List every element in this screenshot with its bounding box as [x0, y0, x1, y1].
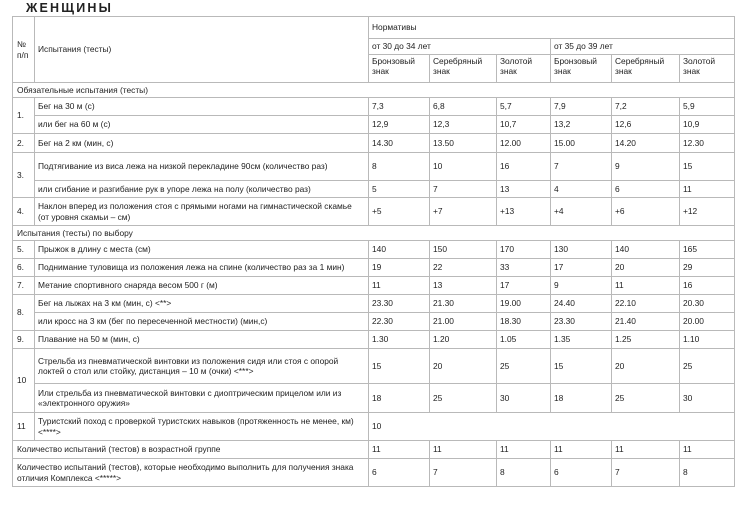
cell-value: 11 — [680, 441, 735, 459]
section-mandatory: Обязательные испытания (тесты) — [13, 83, 735, 98]
row-test-name: Количество испытаний (тестов), которые необходимо выполнить для получения знака отличия Комплекса <*****> — [13, 459, 369, 487]
cell-value: 130 — [551, 241, 612, 259]
cell-value: 15 — [680, 153, 735, 181]
row-test-name: Бег на 2 км (мин, с) — [35, 134, 369, 153]
cell-value: 6 — [551, 459, 612, 487]
section-row — [13, 83, 735, 98]
cell-value: 15 — [369, 349, 430, 384]
cell-value: 1.35 — [551, 331, 612, 349]
table-row — [13, 277, 735, 295]
row-test-name: Наклон вперед из положения стоя с прямыми ногами на гимнастической скамье (от уровня скамьи – см) — [35, 198, 369, 226]
cell-value: +6 — [612, 198, 680, 226]
table-row — [13, 153, 735, 181]
cell-value: 10 — [430, 153, 497, 181]
cell-value: 14.30 — [369, 134, 430, 153]
section-row — [13, 226, 735, 241]
norms-table — [12, 16, 735, 487]
row-test-name: или кросс на 3 км (бег по пересеченной местности) (мин,с) — [35, 313, 369, 331]
cell-value: +13 — [497, 198, 551, 226]
cell-value: 1.05 — [497, 331, 551, 349]
cell-value: 1.10 — [680, 331, 735, 349]
cell-value: 7 — [430, 459, 497, 487]
cell-value: 7,9 — [551, 98, 612, 116]
cell-value: 25 — [612, 384, 680, 413]
cell-value: 18 — [369, 384, 430, 413]
cell-value: 25 — [680, 349, 735, 384]
cell-value: 17 — [497, 277, 551, 295]
cell-value: 5 — [369, 181, 430, 198]
cell-value: 24.40 — [551, 295, 612, 313]
page-title: ЖЕНЩИНЫ — [26, 1, 114, 15]
cell-value: 7 — [612, 459, 680, 487]
cell-value: 11 — [612, 277, 680, 295]
row-num: 4. — [13, 198, 35, 226]
totals-row — [13, 459, 735, 487]
cell-value: 12.00 — [497, 134, 551, 153]
cell-value: 16 — [680, 277, 735, 295]
row-num: 9. — [13, 331, 35, 349]
cell-value: 140 — [369, 241, 430, 259]
cell-value: 20 — [612, 259, 680, 277]
cell-value: 25 — [497, 349, 551, 384]
cell-value: 18.30 — [497, 313, 551, 331]
cell-value: 20 — [430, 349, 497, 384]
header-gold-b: Золотой знак — [680, 55, 735, 83]
cell-value: 19.00 — [497, 295, 551, 313]
cell-value: 25 — [430, 384, 497, 413]
table-row — [13, 413, 735, 441]
cell-value: 8 — [497, 459, 551, 487]
cell-value: 5,7 — [497, 98, 551, 116]
header-tests: Испытания (тесты) — [35, 17, 369, 83]
cell-value: 11 — [369, 277, 430, 295]
cell-value: 7,3 — [369, 98, 430, 116]
cell-value: 10 — [369, 413, 735, 441]
cell-value: 7 — [430, 181, 497, 198]
cell-value: 13 — [497, 181, 551, 198]
row-test-name: Стрельба из пневматической винтовки из положения сидя или стоя с опорой локтей о стол или стойку, дистанция – 10 м (очки) <***> — [35, 349, 369, 384]
row-num: 8. — [13, 295, 35, 331]
cell-value: 1.30 — [369, 331, 430, 349]
row-num: 11 — [13, 413, 35, 441]
table-row — [13, 384, 735, 413]
row-test-name: Поднимание туловища из положения лежа на спине (количество раз за 1 мин) — [35, 259, 369, 277]
cell-value: 21.30 — [430, 295, 497, 313]
table-row — [13, 198, 735, 226]
cell-value: 140 — [612, 241, 680, 259]
section-optional: Испытания (тесты) по выбору — [13, 226, 735, 241]
cell-value: 150 — [430, 241, 497, 259]
row-test-name: Бег на 30 м (с) — [35, 98, 369, 116]
cell-value: 1.20 — [430, 331, 497, 349]
header-bronze-a: Бронзовый знак — [369, 55, 430, 83]
row-num: 10 — [13, 349, 35, 413]
cell-value: 23.30 — [369, 295, 430, 313]
cell-value: 12,3 — [430, 116, 497, 134]
cell-value: 33 — [497, 259, 551, 277]
header-gold-a: Золотой знак — [497, 55, 551, 83]
cell-value: 7 — [551, 153, 612, 181]
table-row — [13, 134, 735, 153]
row-test-name: или бег на 60 м (с) — [35, 116, 369, 134]
cell-value: 21.40 — [612, 313, 680, 331]
cell-value: 10,7 — [497, 116, 551, 134]
cell-value: 15.00 — [551, 134, 612, 153]
cell-value: 15 — [551, 349, 612, 384]
cell-value: 23.30 — [551, 313, 612, 331]
table-row — [13, 295, 735, 313]
cell-value: 16 — [497, 153, 551, 181]
cell-value: 13 — [430, 277, 497, 295]
cell-value: 11 — [497, 441, 551, 459]
cell-value: 9 — [612, 153, 680, 181]
header-silver-a: Серебряный знак — [430, 55, 497, 83]
cell-value: +7 — [430, 198, 497, 226]
cell-value: 10,9 — [680, 116, 735, 134]
cell-value: 21.00 — [430, 313, 497, 331]
row-test-name: Прыжок в длину с места (см) — [35, 241, 369, 259]
header-age-35-39: от 35 до 39 лет — [551, 39, 735, 55]
cell-value: 5,9 — [680, 98, 735, 116]
row-num: 6. — [13, 259, 35, 277]
totals-row — [13, 441, 735, 459]
cell-value: 11 — [551, 441, 612, 459]
table-row — [13, 241, 735, 259]
cell-value: 12,9 — [369, 116, 430, 134]
row-num: 5. — [13, 241, 35, 259]
table-row — [13, 313, 735, 331]
cell-value: 13.50 — [430, 134, 497, 153]
row-test-name: Метание спортивного снаряда весом 500 г (м) — [35, 277, 369, 295]
cell-value: 14.20 — [612, 134, 680, 153]
row-test-name: Плавание на 50 м (мин, с) — [35, 331, 369, 349]
cell-value: 6 — [612, 181, 680, 198]
cell-value: 7,2 — [612, 98, 680, 116]
cell-value: 20.30 — [680, 295, 735, 313]
cell-value: 9 — [551, 277, 612, 295]
cell-value: 22 — [430, 259, 497, 277]
row-test-name: Подтягивание из виса лежа на низкой перекладине 90см (количество раз) — [35, 153, 369, 181]
header-num: № п/п — [13, 17, 35, 83]
cell-value: 30 — [680, 384, 735, 413]
table-row — [13, 116, 735, 134]
table-row — [13, 98, 735, 116]
table-row — [13, 259, 735, 277]
cell-value: 12,6 — [612, 116, 680, 134]
row-num: 1. — [13, 98, 35, 134]
row-test-name: Количество испытаний (тестов) в возрастной группе — [13, 441, 369, 459]
cell-value: 170 — [497, 241, 551, 259]
cell-value: 29 — [680, 259, 735, 277]
cell-value: 11 — [430, 441, 497, 459]
row-test-name: Туристский поход с проверкой туристских навыков (протяженность не менее, км) <****> — [35, 413, 369, 441]
cell-value: 17 — [551, 259, 612, 277]
cell-value: 11 — [680, 181, 735, 198]
cell-value: +12 — [680, 198, 735, 226]
cell-value: 22.10 — [612, 295, 680, 313]
header-row-1 — [13, 17, 735, 39]
cell-value: 6,8 — [430, 98, 497, 116]
cell-value: 165 — [680, 241, 735, 259]
cell-value: 20 — [612, 349, 680, 384]
cell-value: 30 — [497, 384, 551, 413]
row-test-name: или сгибание и разгибание рук в упоре лежа на полу (количество раз) — [35, 181, 369, 198]
cell-value: 1.25 — [612, 331, 680, 349]
cell-value: 8 — [680, 459, 735, 487]
table-row — [13, 331, 735, 349]
cell-value: 13,2 — [551, 116, 612, 134]
cell-value: 22.30 — [369, 313, 430, 331]
table-row — [13, 349, 735, 384]
cell-value: 12.30 — [680, 134, 735, 153]
row-test-name: Или стрельба из пневматической винтовки с диоптрическим прицелом или из «электронного оружия» — [35, 384, 369, 413]
cell-value: 11 — [612, 441, 680, 459]
header-bronze-b: Бронзовый знак — [551, 55, 612, 83]
cell-value: 8 — [369, 153, 430, 181]
cell-value: 18 — [551, 384, 612, 413]
cell-value: 19 — [369, 259, 430, 277]
cell-value: +4 — [551, 198, 612, 226]
cell-value: 6 — [369, 459, 430, 487]
row-num: 2. — [13, 134, 35, 153]
row-num: 3. — [13, 153, 35, 198]
cell-value: 11 — [369, 441, 430, 459]
cell-value: +5 — [369, 198, 430, 226]
cell-value: 4 — [551, 181, 612, 198]
row-test-name: Бег на лыжах на 3 км (мин, с) <**> — [35, 295, 369, 313]
header-silver-b: Серебряный знак — [612, 55, 680, 83]
header-norms: Нормативы — [369, 17, 735, 39]
row-num: 7. — [13, 277, 35, 295]
cell-value: 20.00 — [680, 313, 735, 331]
table-row — [13, 181, 735, 198]
header-age-30-34: от 30 до 34 лет — [369, 39, 551, 55]
